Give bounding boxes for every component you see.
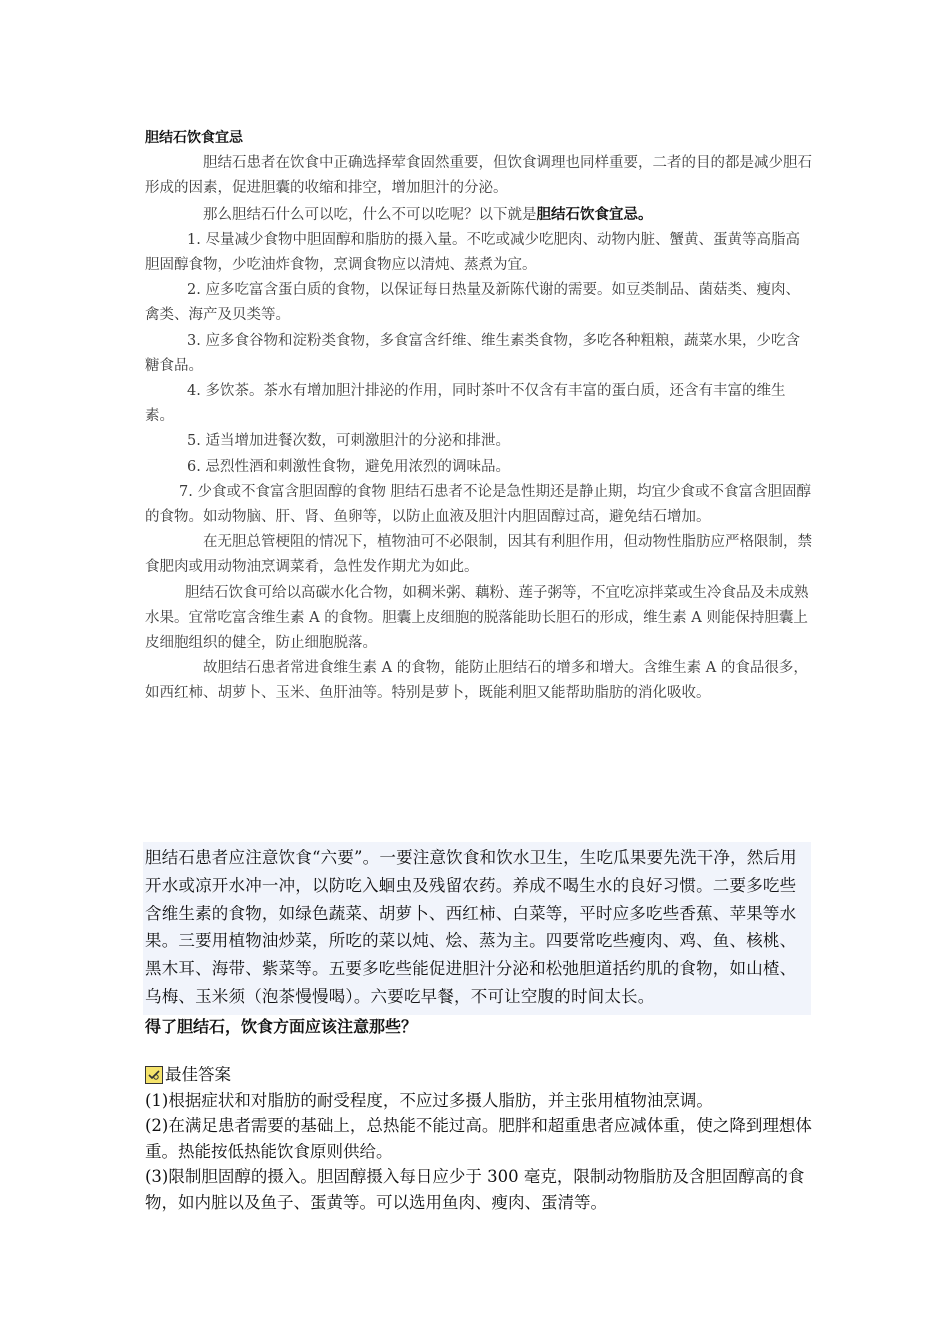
question-heading: 得了胆结石，饮食方面应该注意那些？ — [145, 1017, 418, 1036]
six-musts-paragraph: 胆结石患者应注意饮食“六要”。一要注意饮食和饮水卫生，生吃瓜果要先洗干净，然后用开水或凉开水冲一冲，以防吃入蛔虫及残留农药。养成不喝生水的良好习惯。二要多吃些含维生素的食物，如绿色蔬菜、胡萝卜、西红柿、白菜等，平时应多吃些香蕉、苹果等水果。三要用植物油炒菜，所吃的菜以炖、烩、蒸为主。四要常吃些瘦肉、鸡、鱼、核桃、黑木耳、海带、紫菜等。五要多吃些能促进胆汁分泌和松弛胆道括约肌的食物，如山楂、乌梅、玉米须（泡茶慢慢喝）。六要吃早餐，不可让空腹的时间太长。 — [143, 842, 811, 1015]
best-answer-text: 最佳答案 — [165, 1065, 231, 1084]
best-answer-label — [145, 1062, 815, 1088]
answer-point: (1)根据症状和对脂肪的耐受程度，不应过多摄人脂肪，并主张用植物油烹调。 — [145, 1090, 713, 1110]
list-item: 4. 多饮茶。茶水有增加胆汁排泌的作用，同时茶叶不仅含有丰富的蛋白质，还含有丰富的维生素。 — [145, 383, 786, 425]
list-item: 7. 少食或不食富含胆固醇的食物 胆结石患者不论是急性期还是静止期，均宜少食或不食富含胆固醇的食物。如动物脑、肝、肾、鱼卵等，以防止血液及胆汁内胆固醇过高，避免结石增加。 — [145, 483, 812, 526]
intro-paragraph: 胆结石患者在饮食中正确选择荤食固然重要，但饮食调理也同样重要，二者的目的都是减少胆石形成的因素，促进胆囊的收缩和排空，增加胆汁的分泌。 — [145, 155, 812, 197]
intro-paragraph-2 — [145, 202, 813, 228]
list-item: 3. 应多食谷物和淀粉类食物，多食富含纤维、维生素类食物，多吃各种粗粮，蔬菜水果，少吃含糖食品。 — [145, 332, 800, 374]
answer-block — [145, 1062, 815, 1216]
section-title: 胆结石饮食宜忌 — [145, 130, 243, 146]
intro-bold-text: 胆结石饮食宜忌。 — [536, 205, 653, 223]
list-item: 2. 应多吃富含蛋白质的食物，以保证每日热量及新陈代谢的需要。如豆类制品、菌菇类、瘦肉、禽类、海产及贝类等。 — [145, 282, 800, 324]
answer-point: (2)在满足患者需要的基础上，总热能不能过高。肥胖和超重患者应减体重，使之降到理想体重。热能按低热能饮食原则供给。 — [145, 1116, 812, 1161]
diet-guide-section — [145, 126, 813, 707]
list-item: 5. 适当增加进餐次数，可刺激胆汁的分泌和排泄。 — [187, 433, 510, 450]
oil-paragraph: 在无胆总管梗阻的情况下，植物油可不必限制，因其有利胆作用，但动物性脂肪应严格限制，禁食肥肉或用动物油烹调菜肴，急性发作期尤为如此。 — [145, 534, 812, 576]
best-answer-icon — [145, 1066, 163, 1084]
intro-text: 那么胆结石什么可以吃，什么不可以吃呢？以下就是 — [203, 206, 537, 223]
carb-paragraph: 胆结石饮食可给以高碳水化合物，如稠米粥、藕粉、莲子粥等，不宜吃凉拌菜或生冷食品及未成熟水果。宜常吃富含维生素 A 的食物。胆囊上皮细胞的脱落能助长胆石的形成，维生素 A 则能保持胆囊上皮细胞组织的健全，防止细胞脱落。 — [145, 584, 809, 652]
list-item: 1. 尽量减少食物中胆固醇和脂肪的摄入量。不吃或减少吃肥肉、动物内脏、蟹黄、蛋黄等高脂高胆固醇食物，少吃油炸食物，烹调食物应以清炖、蒸煮为宜。 — [145, 231, 800, 274]
answer-point: (3)限制胆固醇的摄入。胆固醇摄入每日应少于 300 毫克，限制动物脂肪及含胆固醇高的食物，如内脏以及鱼子、蛋黄等。可以选用鱼肉、瘦肉、蛋清等。 — [145, 1167, 805, 1212]
list-item: 6. 忌烈性酒和刺激性食物，避免用浓烈的调味品。 — [187, 458, 510, 475]
vitamin-a-paragraph: 故胆结石患者常进食维生素 A 的食物，能防止胆结石的增多和增大。含维生素 A 的食品很多，如西红柿、胡萝卜、玉米、鱼肝油等。特别是萝卜，既能利胆又能帮助脂肪的消化吸收。 — [145, 660, 808, 702]
